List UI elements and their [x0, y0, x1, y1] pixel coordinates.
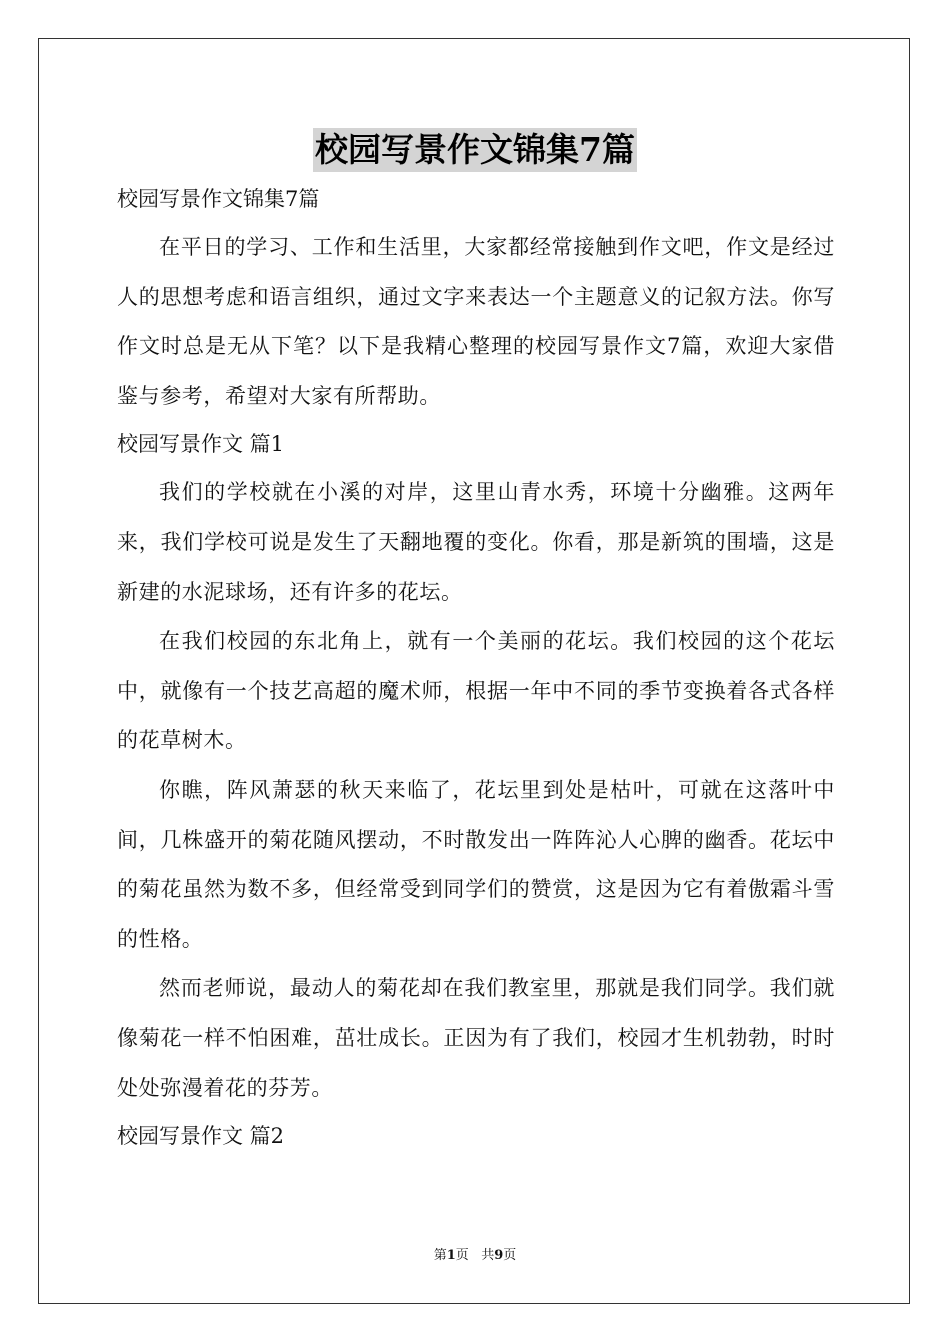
section-1-paragraph-4: 然而老师说，最动人的菊花却在我们教室里，那就是我们同学。我们就像菊花一样不怕困难，茁壮成长。正因为有了我们，校园才生机勃勃，时时处处弥漫着花的芬芳。 — [117, 976, 835, 1100]
section-1-paragraph-1: 我们的学校就在小溪的对岸，这里山青水秀，环境十分幽雅。这两年来，我们学校可说是发生了天翻地覆的变化。你看，那是新筑的围墙，这是新建的水泥球场，还有许多的花坛。 — [117, 480, 835, 604]
footer-page-suffix: 页 — [455, 1248, 469, 1263]
section-heading-2: 校园写景作文 篇2 — [117, 1124, 285, 1149]
section-1-paragraph-2: 在我们校园的东北角上，就有一个美丽的花坛。我们校园的这个花坛中，就像有一个技艺高超的魔术师，根据一年中不同的季节变换着各式各样的花草树木。 — [117, 629, 835, 753]
document-subtitle: 校园写景作文锦集7篇 — [117, 187, 320, 211]
document-title: 校园写景作文锦集7篇 — [313, 128, 637, 172]
page-footer — [0, 1247, 950, 1265]
section-heading-1: 校园写景作文 篇1 — [117, 432, 285, 457]
footer-page-number: 1 — [446, 1248, 456, 1263]
footer-total-pages: 9 — [494, 1248, 504, 1263]
footer-total-prefix: 共 — [481, 1248, 495, 1263]
title-container — [0, 128, 950, 172]
intro-paragraph: 在平日的学习、工作和生活里，大家都经常接触到作文吧，作文是经过人的思想考虑和语言组织，通过文字来表达一个主题意义的记叙方法。你写作文时总是无从下笔？以下是我精心整理的校园写景作文7篇，欢迎大家借鉴与参考，希望对大家有所帮助。 — [117, 235, 835, 408]
footer-page-prefix: 第 — [433, 1248, 447, 1263]
document-body — [117, 176, 835, 1160]
section-1-paragraph-3: 你瞧，阵风萧瑟的秋天来临了，花坛里到处是枯叶，可就在这落叶中间，几株盛开的菊花随风摆动，不时散发出一阵阵沁人心脾的幽香。花坛中的菊花虽然为数不多，但经常受到同学们的赞赏，这是因为它有着傲霜斗雪的性格。 — [117, 777, 835, 951]
footer-total-suffix: 页 — [503, 1248, 517, 1263]
